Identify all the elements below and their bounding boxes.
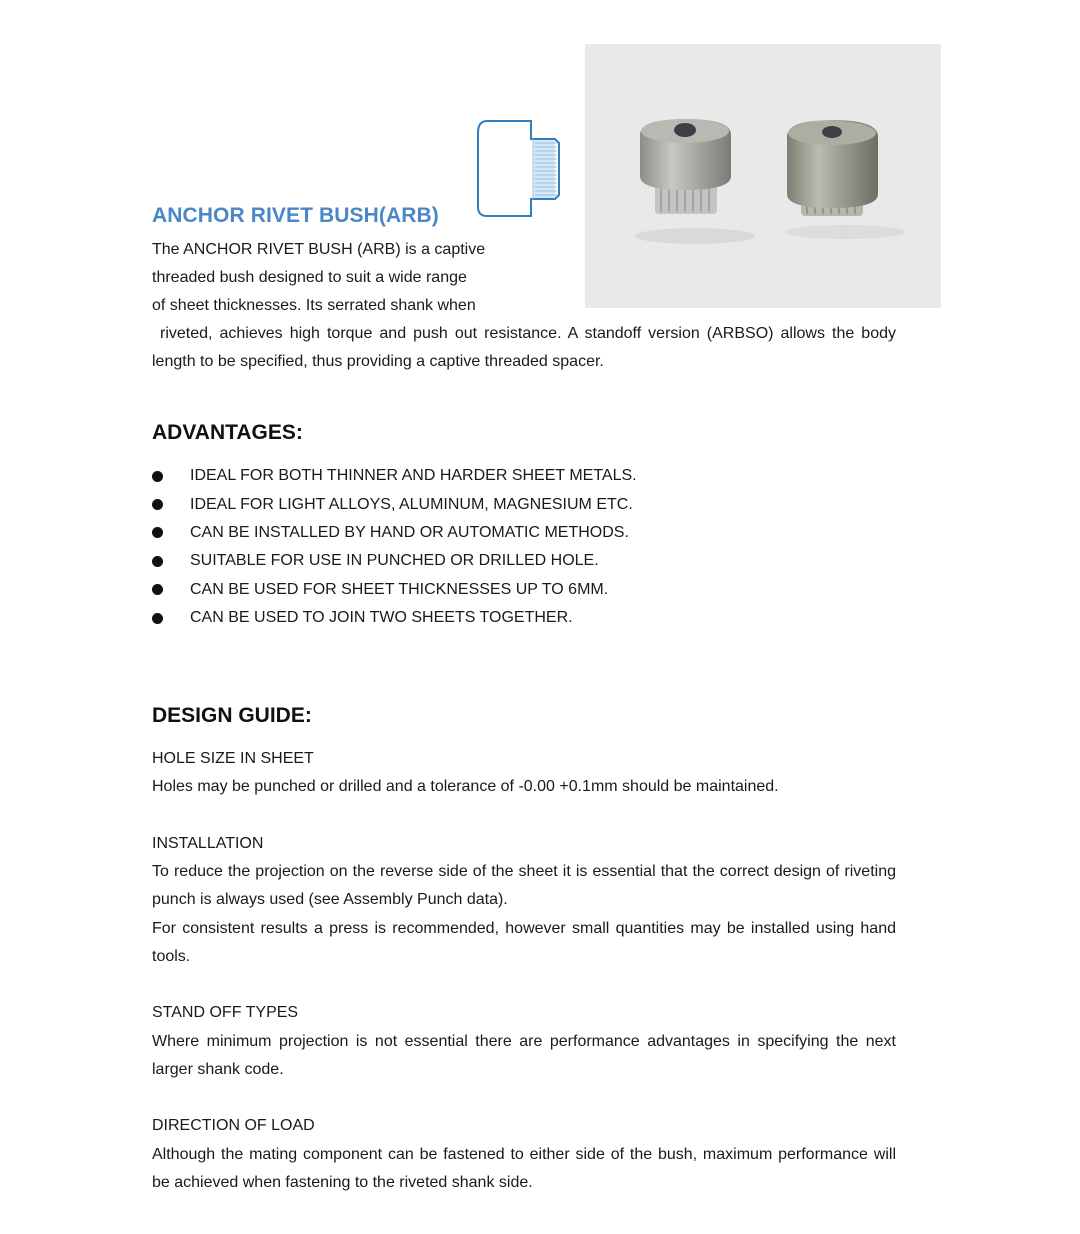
intro-line-2: threaded bush designed to suit a wide range [152,269,467,286]
direction-body: Although the mating component can be fastened to either side of the bush, maximum performance will be achieved when fastening to the riveted shank side. [152,1146,896,1191]
bullet-icon [152,584,163,595]
bullet-icon [152,527,163,538]
list-item: CAN BE USED FOR SHEET THICKNESSES UP TO 6MM. [152,576,637,604]
intro-continuation: riveted, achieves high torque and push out resistance. A standoff version (ARBSO) allows the body length to be specified, thus providing a captive threaded spacer. [152,325,896,370]
advantages-list [152,462,637,632]
bullet-icon [152,613,163,624]
bullet-icon [152,556,163,567]
list-item: CAN BE USED TO JOIN TWO SHEETS TOGETHER. [152,604,637,632]
design-guide-heading: DESIGN GUIDE: [152,704,312,727]
bullet-icon [152,499,163,510]
two-rivet-bushes-photo [585,44,941,308]
installation-body-2: For consistent results a press is recommended, however small quantities may be installed using hand tools. [152,920,896,965]
stand-off-body: Where minimum projection is not essential there are performance advantages in specifying the next larger shank code. [152,1033,896,1078]
installation-title: INSTALLATION [152,835,264,852]
intro-line-1: The ANCHOR RIVET BUSH (ARB) is a captive [152,241,486,258]
hole-size-body: Holes may be punched or drilled and a tolerance of -0.00 +0.1mm should be maintained. [152,778,779,795]
intro-line-3: of sheet thicknesses. Its serrated shank when [152,297,476,314]
direction-title: DIRECTION OF LOAD [152,1117,315,1134]
product-title: ANCHOR RIVET BUSH(ARB) [152,204,439,227]
stand-off-title: STAND OFF TYPES [152,1004,299,1021]
list-item: CAN BE INSTALLED BY HAND OR AUTOMATIC METHODS. [152,519,637,547]
bullet-icon [152,471,163,482]
rivet-bush-outline-icon [475,119,563,219]
list-item: IDEAL FOR LIGHT ALLOYS, ALUMINUM, MAGNESIUM ETC. [152,490,637,518]
list-item: IDEAL FOR BOTH THINNER AND HARDER SHEET METALS. [152,462,637,490]
installation-body: To reduce the projection on the reverse side of the sheet it is essential that the correct design of riveting punch is always used (see Assembly Punch data). [152,863,896,908]
hole-size-title: HOLE SIZE IN SHEET [152,750,314,767]
list-item: SUITABLE FOR USE IN PUNCHED OR DRILLED HOLE. [152,547,637,575]
advantages-heading: ADVANTAGES: [152,421,303,444]
